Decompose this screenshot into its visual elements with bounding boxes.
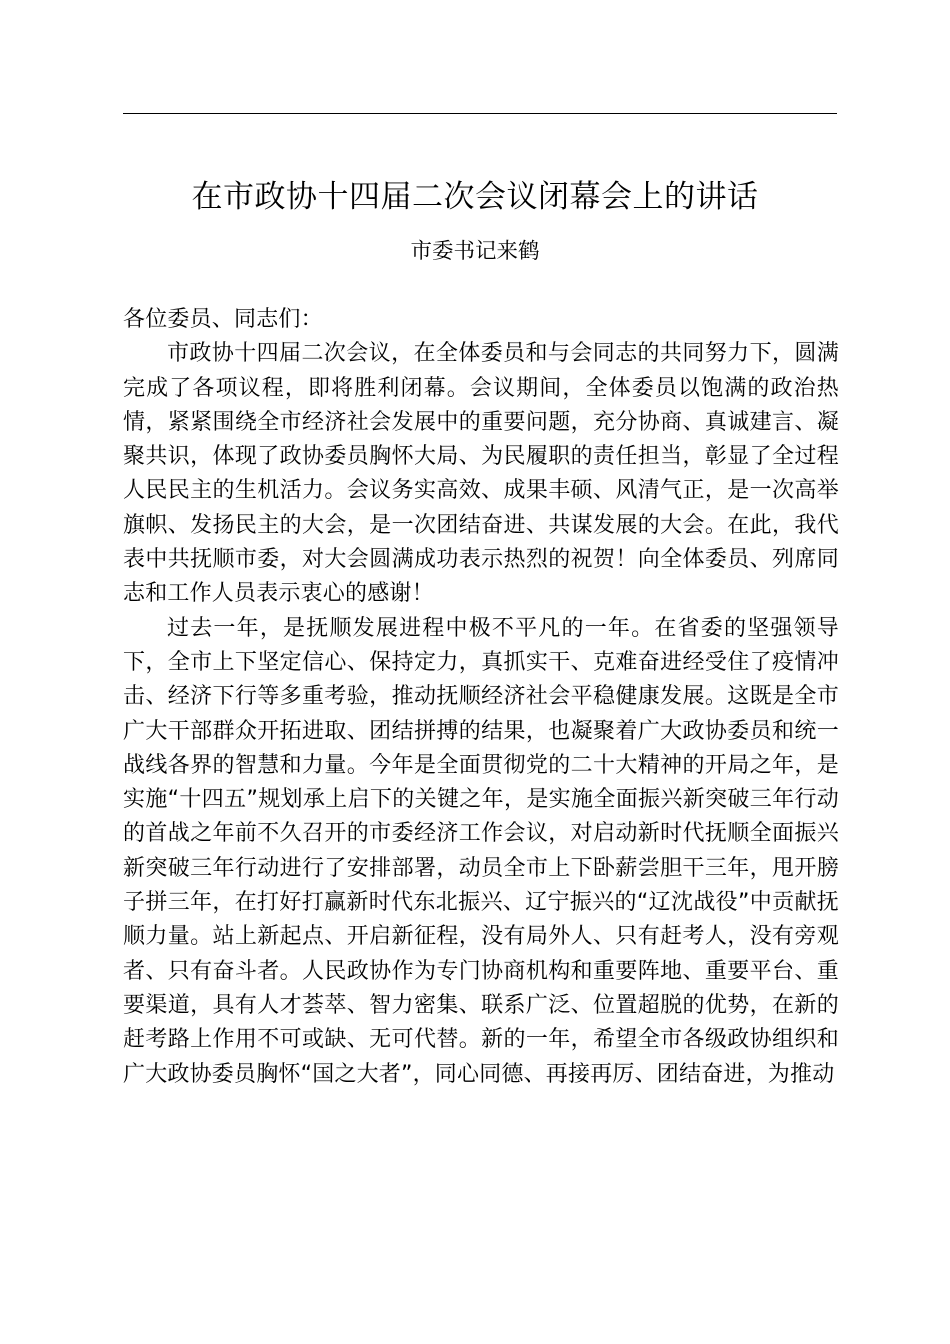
document-author: 市委书记来鹤 bbox=[410, 239, 540, 264]
document-title: 在市政协十四届二次会议闭幕会上的讲话 bbox=[191, 179, 759, 215]
document-body bbox=[123, 303, 839, 1092]
paragraph: 市政协十四届二次会议，在全体委员和与会同志的共同努力下，圆满完成了各项议程，即将胜利闭幕。会议期间，全体委员以饱满的政治热情，紧紧围绕全市经济社会发展中的重要问题，充分协商、真诚建言、凝聚共识，体现了政协委员胸怀大局、为民履职的责任担当，彰显了全过程人民民主的生机活力。会议务实高效、成果丰硕、风清气正，是一次高举旗帜、发扬民主的大会，是一次团结奋进、共谋发展的大会。在此，我代表中共抚顺市委，对大会圆满成功表示热烈的祝贺！向全体委员、列席同志和工作人员表示衷心的感谢！ bbox=[123, 341, 839, 607]
header-rule bbox=[123, 113, 837, 114]
paragraph: 过去一年，是抚顺发展进程中极不平凡的一年。在省委的坚强领导下，全市上下坚定信心、保持定力，真抓实干、克难奋进经受住了疫情冲击、经济下行等多重考验，推动抚顺经济社会平稳健康发展。这既是全市广大干部群众开拓进取、团结拼搏的结果，也凝聚着广大政协委员和统一战线各界的智慧和力量。今年是全面贯彻党的二十大精神的开局之年，是实施“十四五”规划承上启下的关键之年，是实施全面振兴新突破三年行动的首战之年前不久召开的市委经济工作会议，对启动新时代抚顺全面振兴新突破三年行动进行了安排部署，动员全市上下卧薪尝胆干三年，甩开膀子拼三年，在打好打赢新时代东北振兴、辽宁振兴的“辽沈战役”中贡献抚顺力量。站上新起点、开启新征程，没有局外人、只有赶考人，没有旁观者、只有奋斗者。人民政协作为专门协商机构和重要阵地、重要平台、重要渠道，具有人才荟萃、智力密集、联系广泛、位置超脱的优势，在新的赶考路上作用不可或缺、无可代替。新的一年，希望全市各级政协组织和广大政协委员胸怀“国之大者”，同心同德、再接再厉、团结奋进，为推动 bbox=[123, 615, 839, 1087]
salutation: 各位委员、同志们： bbox=[123, 307, 323, 332]
